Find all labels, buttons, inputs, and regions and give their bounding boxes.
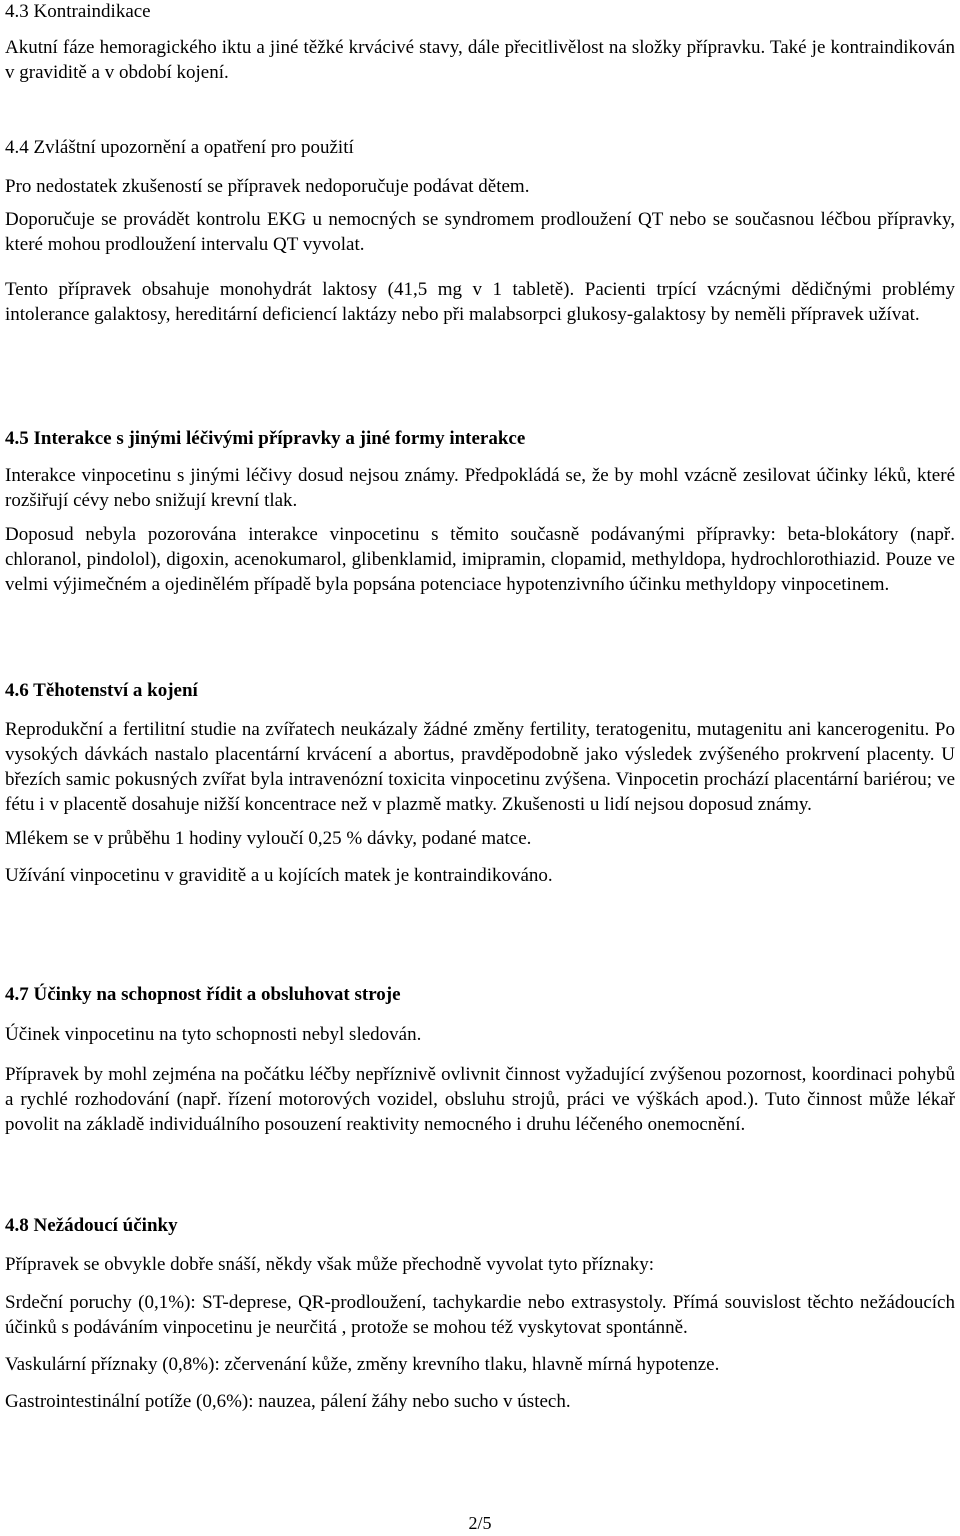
section-heading: 4.8 Nežádoucí účinky bbox=[5, 1215, 178, 1236]
paragraph: Přípravek by mohl zejména na počátku léčby nepříznivě ovlivnit činnost vyžadující zvýšenou pozornost, koordinaci pohybů a rychlé rozhodování (např. řízení motorových vozidel, obsluhu strojů, práci ve výškách apod.). Tuto činnost může lékař povolit na základě individuálního posouzení reaktivity nemocného i druhu léčeného onemocnění. bbox=[5, 1064, 955, 1135]
paragraph: Akutní fáze hemoragického iktu a jiné těžké krvácivé stavy, dále přecitlivělost na složky přípravku. Také je kontraindikován v graviditě a v období kojení. bbox=[5, 37, 955, 83]
paragraph: Užívání vinpocetinu v graviditě a u kojících matek je kontraindikováno. bbox=[5, 865, 553, 886]
section-heading: 4.6 Těhotenství a kojení bbox=[5, 680, 198, 701]
section-heading: 4.4 Zvláštní upozornění a opatření pro použití bbox=[5, 137, 354, 158]
paragraph: Účinek vinpocetinu na tyto schopnosti nebyl sledován. bbox=[5, 1024, 422, 1045]
section-4-5 bbox=[5, 427, 955, 597]
section-4-6 bbox=[5, 679, 955, 888]
paragraph: Srdeční poruchy (0,1%): ST-deprese, QR-prodloužení, tachykardie nebo extrasystoly. Přímá souvislost těchto nežádoucích účinků s podáváním vinpocetinu je neurčitá , protože se mohou též vyskytovat spontánně. bbox=[5, 1292, 955, 1338]
paragraph: Pro nedostatek zkušeností se přípravek nedoporučuje podávat dětem. bbox=[5, 176, 530, 197]
paragraph: Přípravek se obvykle dobře snáší, někdy však může přechodně vyvolat tyto příznaky: bbox=[5, 1254, 654, 1275]
section-heading: 4.7 Účinky na schopnost řídit a obsluhovat stroje bbox=[5, 984, 401, 1005]
paragraph: Gastrointestinální potíže (0,6%): nauzea, pálení žáhy nebo sucho v ústech. bbox=[5, 1391, 571, 1412]
section-4-8 bbox=[5, 1214, 955, 1414]
paragraph: Tento přípravek obsahuje monohydrát laktosy (41,5 mg v 1 tabletě). Pacienti trpící vzácnými dědičnými problémy intolerance galaktosy, hereditární deficiencí laktázy nebo při malabsorpci glukosy-galaktosy by neměli přípravek užívat. bbox=[5, 279, 955, 325]
section-heading: 4.5 Interakce s jinými léčivými přípravky a jiné formy interakce bbox=[5, 428, 526, 449]
section-4-3 bbox=[5, 0, 955, 85]
paragraph: Doporučuje se provádět kontrolu EKG u nemocných se syndromem prodloužení QT nebo se současnou léčbou přípravky, které mohou prodloužení intervalu QT vyvolat. bbox=[5, 209, 955, 255]
paragraph: Interakce vinpocetinu s jinými léčivy dosud nejsou známy. Předpokládá se, že by mohl vzácně zesilovat účinky léků, které rozšiřují cévy nebo snižují krevní tlak. bbox=[5, 465, 955, 511]
section-4-7 bbox=[5, 983, 955, 1137]
section-heading: 4.3 Kontraindikace bbox=[5, 1, 151, 22]
paragraph: Vaskulární příznaky (0,8%): zčervenání kůže, změny krevního tlaku, hlavně mírná hypotenze. bbox=[5, 1354, 720, 1375]
paragraph: Mlékem se v průběhu 1 hodiny vyloučí 0,25 % dávky, podané matce. bbox=[5, 828, 532, 849]
paragraph: Reprodukční a fertilitní studie na zvířatech neukázaly žádné změny fertility, teratogenitu, mutagenitu ani kancerogenitu. Po vysokých dávkách nastalo placentární krvácení a abortus, pravděpodobně jako výsledek zvýšeného prokrvení placenty. U březích samic pokusných zvířat byla intravenózní toxicita vinpocetinu zvýšena. Vinpocetin prochází placentární bariérou; ve fétu i v placentě dosahuje nižší koncentrace než v plazmě matky. Zkušenosti u lidí nejsou doposud známy. bbox=[5, 719, 955, 815]
paragraph: Doposud nebyla pozorována interakce vinpocetinu s těmito současně podávanými přípravky: beta-blokátory (např. chloranol, pindolol), digoxin, acenokumarol, glibenklamid, imipramin, clopamid, methyldopa, hydrochlorothiazid. Pouze ve velmi výjimečném a ojedinělém případě byla popsána potenciace hypotenzivního účinku methyldopy vinpocetinem. bbox=[5, 524, 955, 595]
page-number: 2/5 bbox=[468, 1513, 492, 1533]
section-4-4 bbox=[5, 136, 955, 327]
